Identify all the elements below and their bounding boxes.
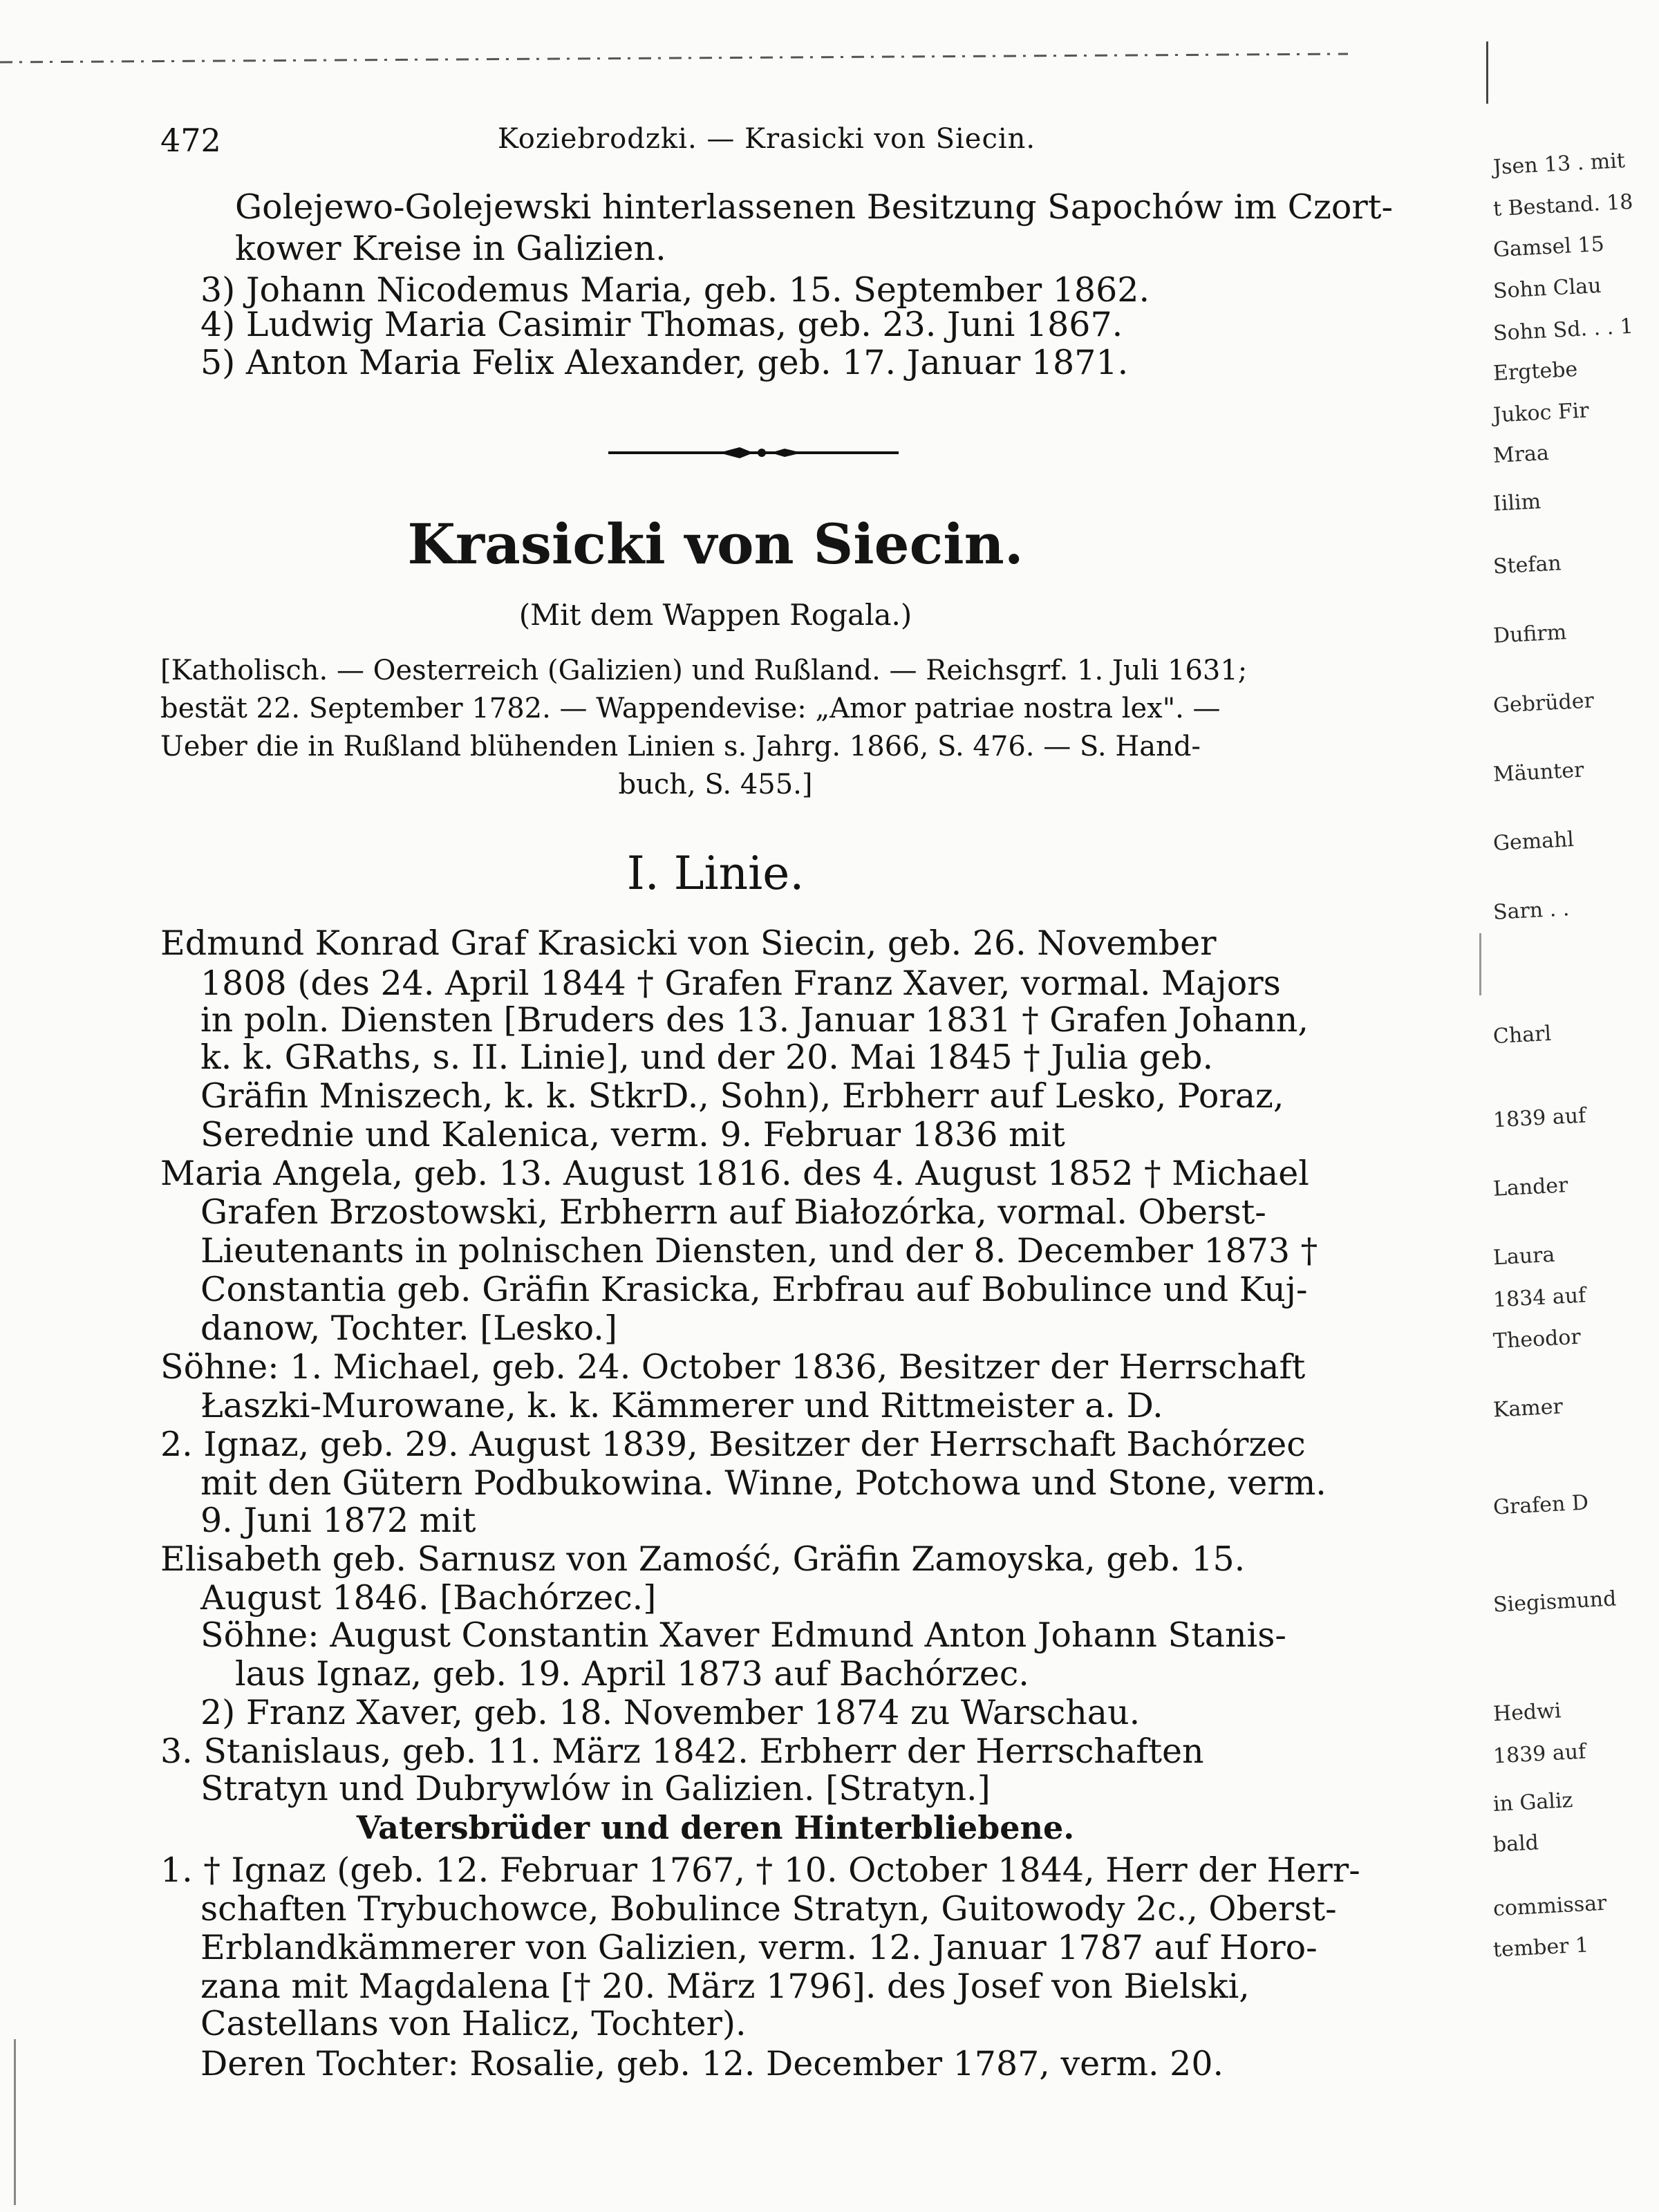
body-line-12: Söhne: 1. Michael, geb. 24. October 1836, Besitzer der Herrschaft: [160, 1347, 1306, 1387]
body-line-7: Maria Angela, geb. 13. August 1816. des 4. August 1852 † Michael: [160, 1154, 1309, 1193]
margin-fragment: 1834 auf: [1492, 1283, 1587, 1313]
intro-line-1: [Katholisch. — Oesterreich (Galizien) und Rußland. — Reichsgrf. 1. Juli 1631;: [160, 655, 1248, 686]
margin-fragment: Lander: [1492, 1173, 1569, 1201]
margin-fragment: commissar: [1492, 1891, 1608, 1922]
margin-fragment: t Bestand. 18: [1492, 189, 1634, 222]
scan-edge-noise: [0, 41, 1382, 69]
body-line-18: August 1846. [Bachórzec.]: [200, 1578, 657, 1618]
body-line-20: laus Ignaz, geb. 19. April 1873 auf Bachórzec.: [235, 1654, 1029, 1694]
subheading: Vatersbrüder und deren Hinterbliebene.: [356, 1809, 1075, 1846]
page-number: 472: [160, 122, 221, 159]
margin-fragment: Mäunter: [1492, 758, 1585, 787]
margin-fragment: Theodor: [1492, 1324, 1582, 1354]
margin-fragment: Sohn Clau: [1492, 273, 1602, 304]
body-line-17: Elisabeth geb. Sarnusz von Zamość, Gräfin Zamoyska, geb. 15.: [160, 1539, 1246, 1579]
margin-fragment: Mraa: [1492, 440, 1550, 469]
section-subtitle: (Mit dem Wappen Rogala.): [518, 598, 912, 632]
margin-fragment: 1839 auf: [1492, 1739, 1587, 1769]
margin-fragment: Stefan: [1492, 551, 1562, 579]
body-line-4: k. k. GRaths, s. II. Linie], und der 20. Mai 1845 † Julia geb.: [200, 1038, 1214, 1077]
margin-fragment: 1839 auf: [1492, 1103, 1587, 1133]
margin-fragment: Sarn . .: [1492, 897, 1571, 925]
margin-fragment: Hedwi: [1492, 1698, 1562, 1727]
gutter-line-mid: [1479, 933, 1481, 995]
adjacent-page-fragment: [1486, 138, 1659, 2212]
margin-fragment: Grafen D: [1492, 1490, 1589, 1520]
body-line-3: in poln. Diensten [Bruders des 13. Januar 1831 † Grafen Johann,: [200, 1000, 1309, 1040]
prev-entry-line-5: 5) Anton Maria Felix Alexander, geb. 17. Januar 1871.: [200, 343, 1129, 382]
margin-fragment: Ergtebe: [1492, 357, 1579, 386]
body-line-21: 2) Franz Xaver, geb. 18. November 1874 zu Warschau.: [200, 1693, 1141, 1732]
body-line-19: Söhne: August Constantin Xaver Edmund Anton Johann Stanis-: [200, 1615, 1286, 1655]
body2-line-4: zana mit Magdalena [† 20. März 1796]. des Josef von Bielski,: [200, 1967, 1250, 2006]
margin-fragment: Iilim: [1492, 489, 1541, 516]
body2-line-3: Erblandkämmerer von Galizien, verm. 12. Januar 1787 auf Horo-: [200, 1928, 1318, 1967]
intro-line-4: buch, S. 455.]: [618, 769, 813, 800]
margin-fragment: Laura: [1492, 1242, 1556, 1271]
section-ornament: [601, 442, 906, 463]
margin-fragment: Charl: [1492, 1021, 1552, 1049]
prev-entry-line-1: Golejewo-Golejewski hinterlassenen Besitzung Sapochów im Czort-: [235, 187, 1394, 227]
margin-fragment: Siegismund: [1492, 1586, 1618, 1618]
prev-entry-line-2: kower Kreise in Galizien.: [235, 229, 666, 268]
left-edge-line: [14, 2039, 16, 2205]
body-line-23: Stratyn und Dubrywlów in Galizien. [Stratyn.]: [200, 1769, 991, 1808]
margin-fragment: Kamer: [1492, 1394, 1564, 1423]
body-line-10: Constantia geb. Gräfin Krasicka, Erbfrau auf Bobulince und Kuj-: [200, 1270, 1308, 1309]
margin-fragment: Jsen 13 . mit: [1492, 149, 1626, 180]
line-heading: I. Linie.: [626, 847, 805, 900]
body-line-11: danow, Tochter. [Lesko.]: [200, 1309, 618, 1348]
body-line-22: 3. Stanislaus, geb. 11. März 1842. Erbherr der Herrschaften: [160, 1732, 1204, 1771]
body-line-6: Serednie und Kalenica, verm. 9. Februar 1836 mit: [200, 1115, 1065, 1154]
margin-fragment: Gemahl: [1492, 827, 1575, 856]
margin-fragment: Gebrüder: [1492, 688, 1595, 718]
gutter-line-top: [1486, 41, 1488, 104]
prev-entry-line-4: 4) Ludwig Maria Casimir Thomas, geb. 23. Juni 1867.: [200, 305, 1123, 344]
body2-line-1: 1. † Ignaz (geb. 12. Februar 1767, † 10. October 1844, Herr der Herr-: [160, 1850, 1360, 1890]
margin-fragment: in Galiz: [1492, 1788, 1574, 1817]
intro-line-3: Ueber die in Rußland blühenden Linien s. Jahrg. 1866, S. 476. — S. Hand-: [160, 731, 1201, 762]
body2-line-2: schaften Trybuchowce, Bobulince Stratyn, Guitowody 2c., Oberst-: [200, 1889, 1337, 1929]
body-line-15: mit den Gütern Podbukowina. Winne, Potchowa und Stone, verm.: [200, 1463, 1327, 1503]
prev-entry-line-3: 3) Johann Nicodemus Maria, geb. 15. September 1862.: [200, 270, 1150, 310]
body-line-8: Grafen Brzostowski, Erbherrn auf Białozórka, vormal. Oberst-: [200, 1192, 1266, 1232]
margin-fragment: Sohn Sd. . . 1: [1492, 314, 1634, 346]
intro-line-2: bestät 22. September 1782. — Wappendevise: „Amor patriae nostra lex". —: [160, 693, 1221, 724]
body2-line-5: Castellans von Halicz, Tochter).: [200, 2004, 747, 2043]
body-line-13: Łaszki-Murowane, k. k. Kämmerer und Rittmeister a. D.: [200, 1386, 1163, 1425]
margin-fragment: Gamsel 15: [1492, 232, 1605, 263]
body-line-5: Gräfin Mniszech, k. k. StkrD., Sohn), Erbherr auf Lesko, Poraz,: [200, 1076, 1284, 1116]
body-line-14: 2. Ignaz, geb. 29. August 1839, Besitzer der Herrschaft Bachórzec: [160, 1425, 1306, 1464]
margin-fragment: Dufirm: [1492, 620, 1568, 648]
body-line-9: Lieutenants in polnischen Diensten, und der 8. December 1873 †: [200, 1231, 1318, 1271]
running-head: Koziebrodzki. — Krasicki von Siecin.: [498, 123, 1036, 155]
margin-fragment: Jukoc Fir: [1492, 398, 1590, 428]
body-line-16: 9. Juni 1872 mit: [200, 1501, 476, 1540]
margin-fragment: tember 1: [1492, 1933, 1590, 1962]
section-title: Krasicki von Siecin.: [407, 512, 1024, 577]
margin-fragment: bald: [1492, 1830, 1539, 1857]
body-line-2: 1808 (des 24. April 1844 † Grafen Franz Xaver, vormal. Majors: [200, 964, 1281, 1003]
body-line-1: Edmund Konrad Graf Krasicki von Siecin, geb. 26. November: [160, 924, 1217, 963]
body2-line-6: Deren Tochter: Rosalie, geb. 12. December 1787, verm. 20.: [200, 2044, 1224, 2083]
